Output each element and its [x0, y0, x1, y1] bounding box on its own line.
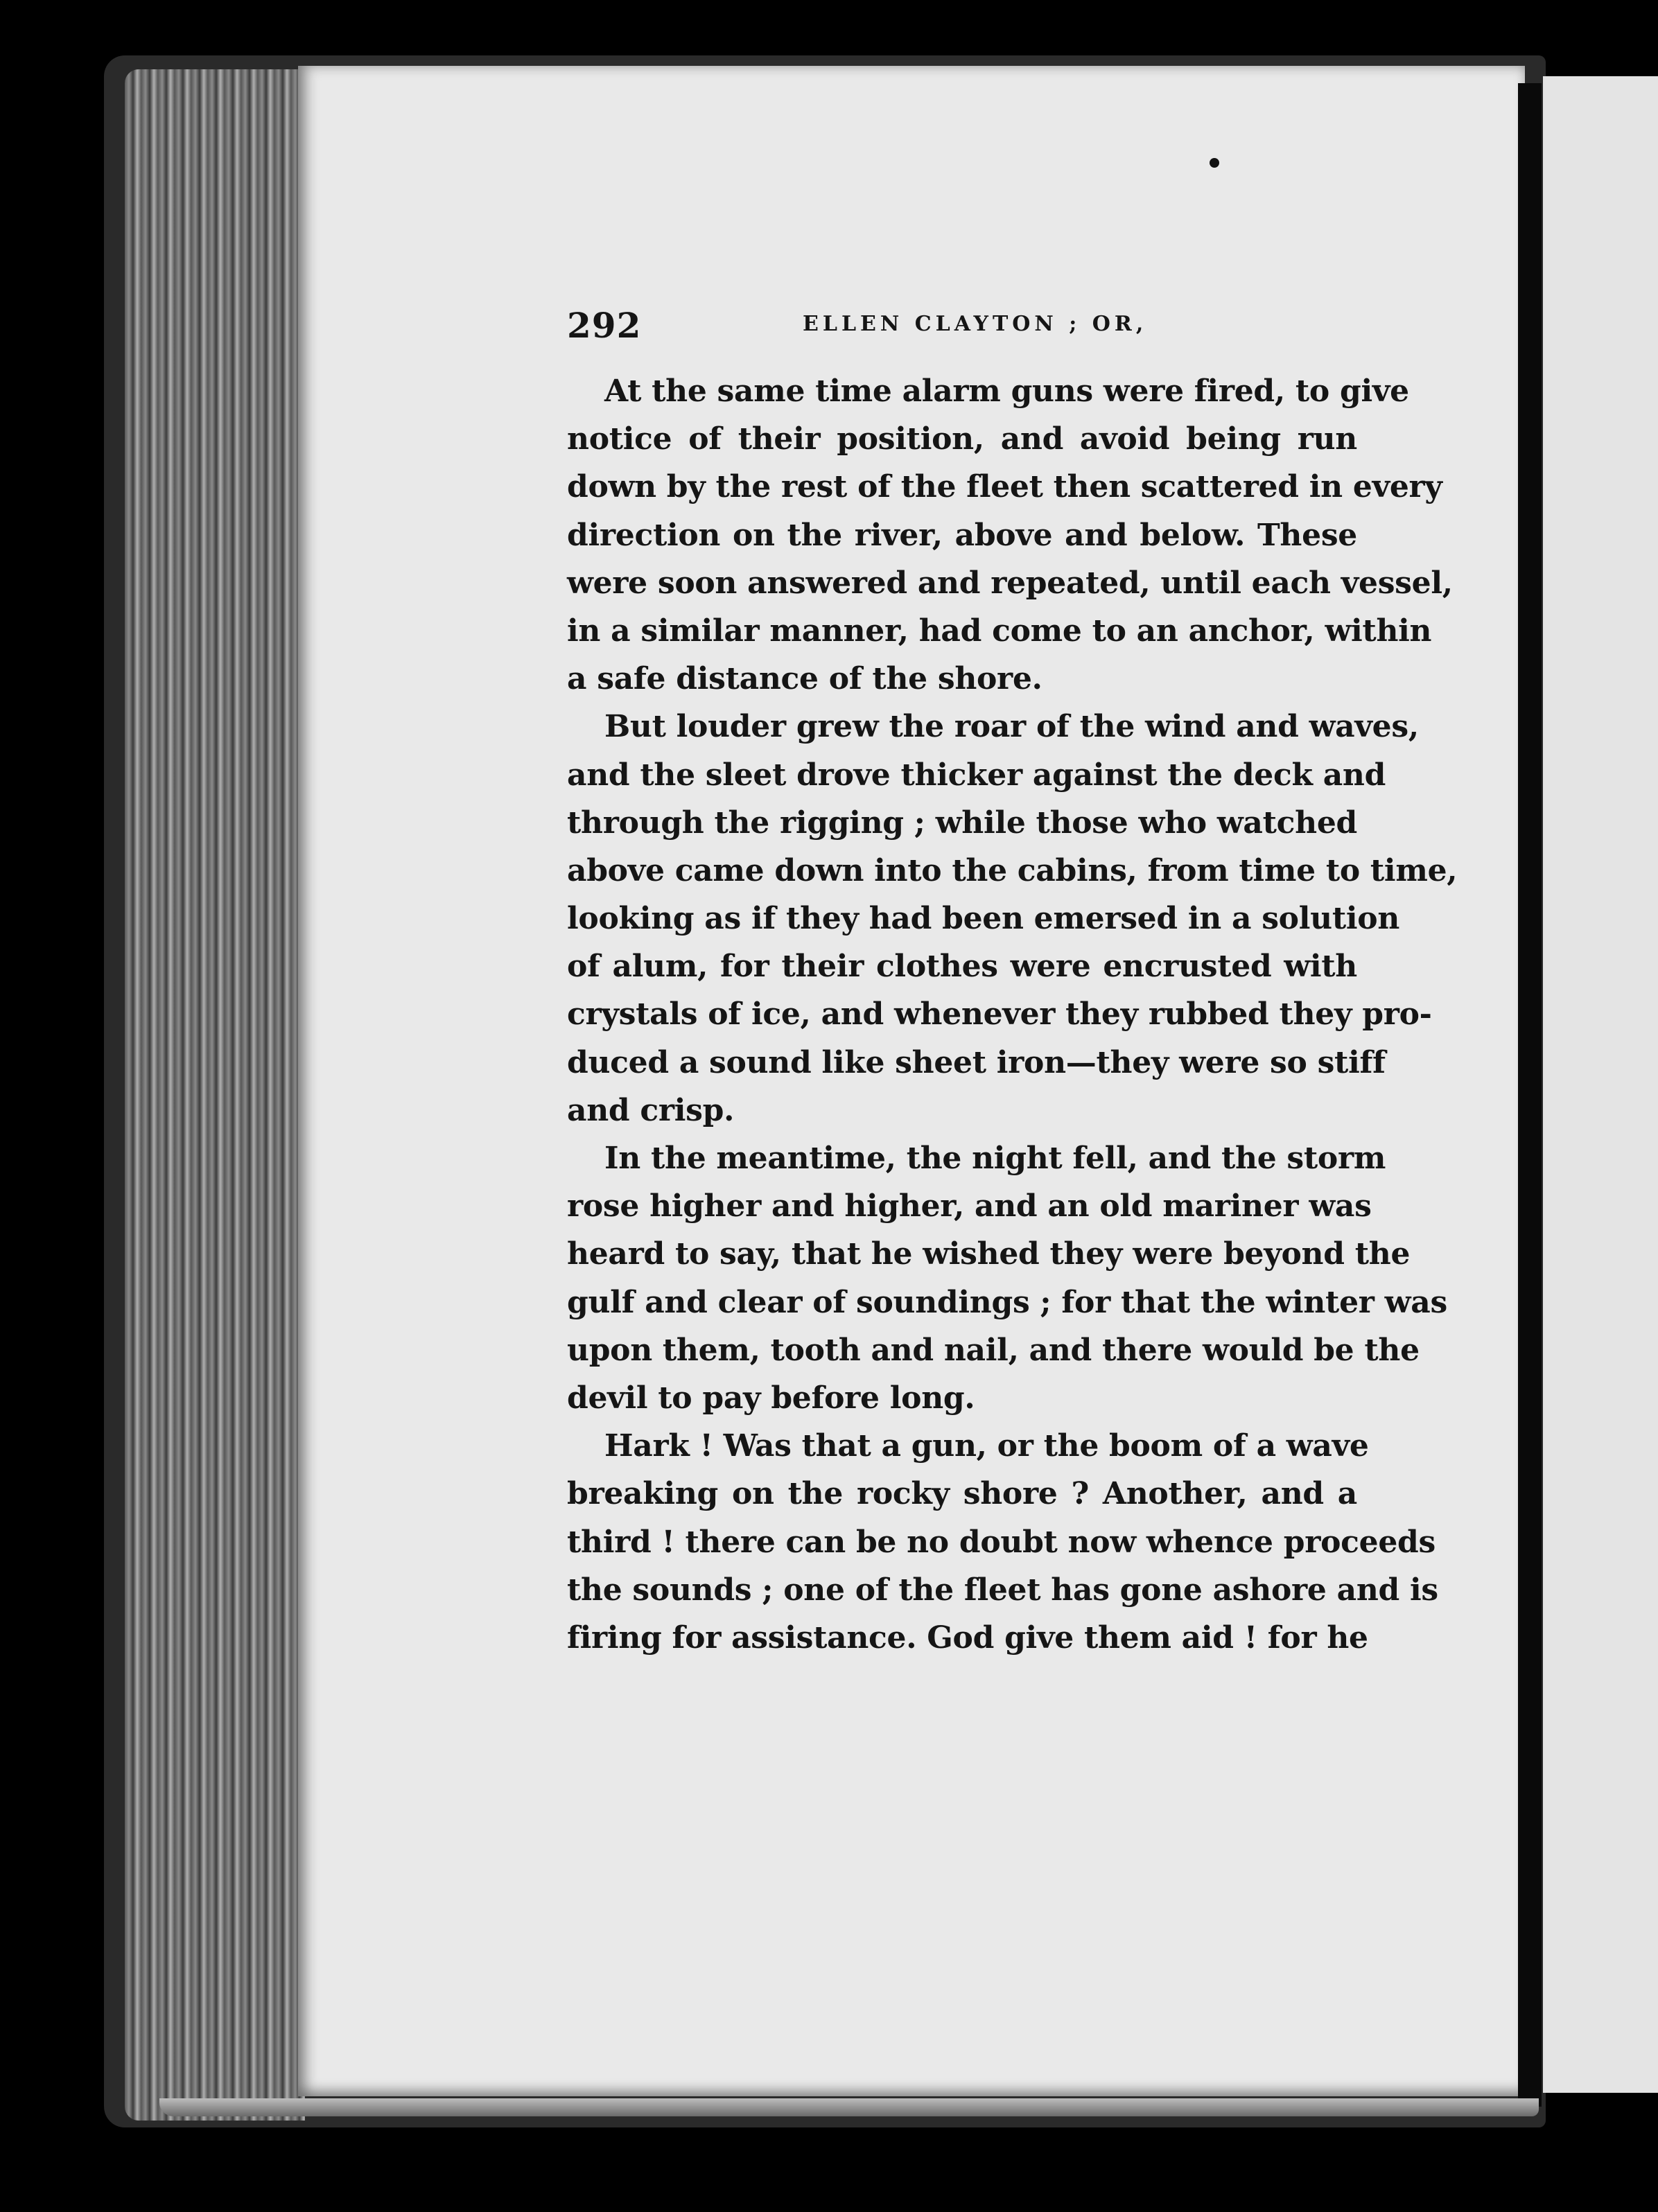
text-line: were soon answered and repeated, until each vessel,	[567, 565, 1453, 601]
paragraph	[567, 703, 1458, 1134]
text-line: and crisp.	[567, 1092, 735, 1128]
text-line: devil to pay before long.	[567, 1380, 975, 1416]
page-header	[567, 305, 1357, 367]
text-line: crystals of ice, and whenever they rubbed they pro-	[567, 997, 1432, 1033]
text-line: notice of their position, and avoid being run	[567, 421, 1357, 457]
text-line: through the rigging ; while those who watched	[567, 805, 1357, 841]
text-line: But louder grew the roar of the wind and waves,	[604, 709, 1419, 745]
text-line: duced a sound like sheet iron—they were so stiff	[567, 1044, 1386, 1080]
running-head: ELLEN CLAYTON ; OR,	[803, 312, 1148, 336]
text-line: heard to say, that he wished they were beyond the	[567, 1236, 1411, 1272]
text-line: above came down into the cabins, from time to time,	[567, 852, 1458, 888]
text-line: in a similar manner, had come to an anchor, within	[567, 613, 1432, 649]
page-edge-stack	[125, 69, 305, 2121]
text-line: third ! there can be no doubt now whence proceeds	[567, 1524, 1436, 1560]
text-line: In the meantime, the night fell, and the storm	[604, 1141, 1386, 1176]
facing-page-edge	[1543, 76, 1658, 2093]
text-line: gulf and clear of soundings ; for that the winter was	[567, 1284, 1447, 1320]
text-line: looking as if they had been emersed in a solution	[567, 901, 1400, 937]
ink-speck	[1210, 158, 1219, 168]
page-number: 292	[567, 305, 642, 346]
text-line: breaking on the rocky shore ? Another, and a	[567, 1476, 1357, 1512]
paragraph	[567, 1422, 1438, 1662]
text-line: a safe distance of the shore.	[567, 661, 1042, 697]
paragraph	[567, 1134, 1447, 1422]
text-line: of alum, for their clothes were encrusted with	[567, 949, 1357, 985]
text-line: and the sleet drove thicker against the deck and	[567, 757, 1386, 793]
text-line: down by the rest of the fleet then scattered in every	[567, 469, 1442, 505]
text-line: the sounds ; one of the fleet has gone ashore and is	[567, 1572, 1438, 1608]
text-line: direction on the river, above and below. These	[567, 517, 1357, 553]
text-line: firing for assistance. God give them aid ! for he	[567, 1620, 1368, 1656]
page-text	[567, 305, 1458, 1662]
text-line: upon them, tooth and nail, and there would be the	[567, 1332, 1420, 1368]
text-line: At the same time alarm guns were fired, to give	[604, 374, 1409, 409]
bottom-page-edge	[159, 2098, 1539, 2116]
text-line: rose higher and higher, and an old mariner was	[567, 1188, 1372, 1224]
paragraph	[567, 367, 1453, 703]
text-line: Hark ! Was that a gun, or the boom of a wave	[604, 1428, 1369, 1464]
gutter-shadow	[1518, 83, 1542, 2107]
